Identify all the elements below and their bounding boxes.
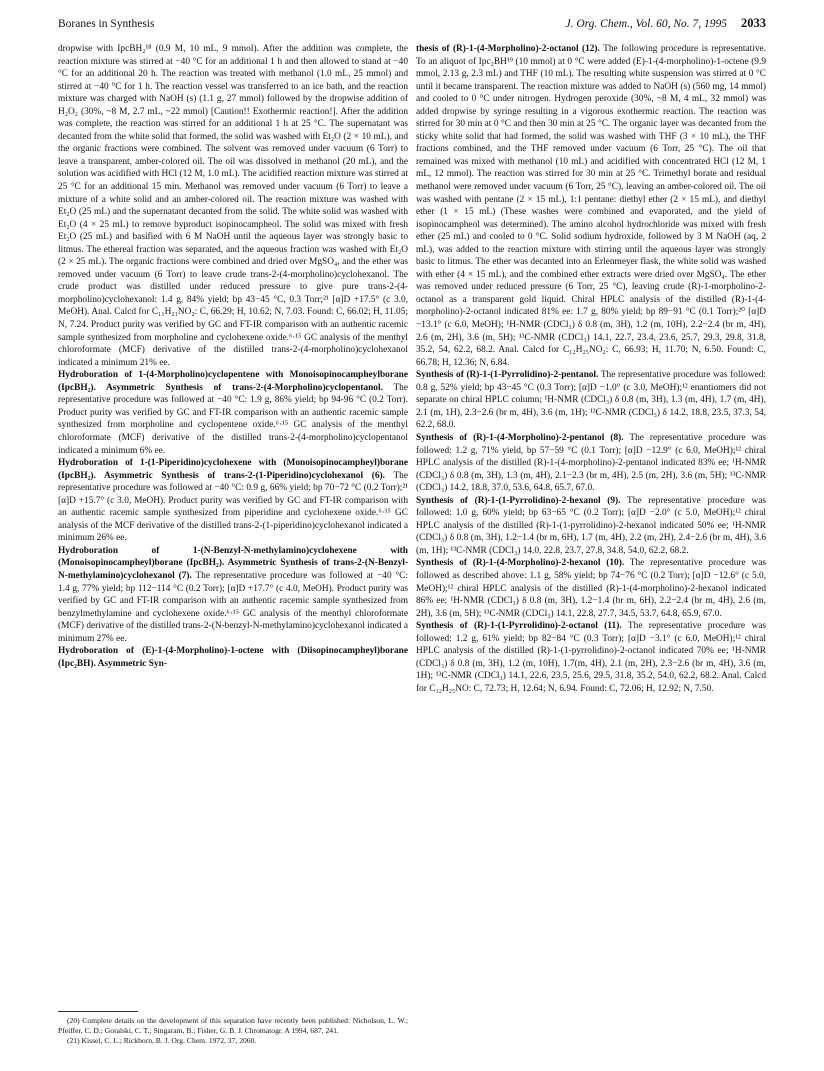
paragraph-text: The representative procedure was followed: 1.2 g, 61% yield; bp 82−84 °C (0.3 Torr); [α]D −3.1° (c 6.0, MeOH);¹² chiral HPLC analysis of the distilled (R)-1-(1-pyrrolidino)-2-octanol indicated 70% ee; ¹H-NMR (CDCl₃) δ 0.8 (m, 3H), 1.2 (m, 10H), 1.7(m, 4H), 2.1 (m, 2H), 2.3−2.6 (br m, 4H), 3.6 (m, 1H); ¹³C-NMR (CDCl₃) 14.1, 22.6, 23.5, 25.6, 29.5, 31.8, 35.2, 54.0, 62.2, 68.2. Anal. Calcd for C₁₂H₂₅NO: C, 72.73; H, 12.64; N, 6.94. Found: C, 72.06; H, 12.92; N, 7.50. bbox=[416, 621, 767, 694]
section-heading: Hydroboration of 1-(4-Morpholino)cyclopentene with Monoisopinocampheylborane (IpcBH₂). Asymmetric Synthesis of trans-2-(4-Morpholino)cyclopentanol. bbox=[58, 370, 408, 393]
journal-reference: J. Org. Chem., Vol. 60, No. 7, 1995 bbox=[565, 18, 727, 30]
footnotes bbox=[58, 1011, 408, 1046]
section-heading: thesis of (R)-1-(4-Morpholino)-2-octanol (12). bbox=[416, 44, 600, 54]
paragraph-text: The representative procedure was followed: 0.8 g, 52% yield; bp 43−45 °C (0.3 Torr); [α]D −1.0° (c 3.0, MeOH);¹² enantiomers did not separate on chiral HPLC column; ¹H-NMR (CDCl₃) δ 0.8 (m, 3H), 1.3 (m, 4H), 1.7 (m, 4H), 2.1 (m, 1H), 2.3−2.6 (br m, 4H), 3.6 (m, 1H); ¹³C-NMR (CDCl₃) δ 14.2, 18.8, 23.5, 37.3, 54, 62.2, 68.0. bbox=[416, 370, 767, 431]
page-number: 2033 bbox=[741, 16, 766, 30]
footnote-rule bbox=[58, 1011, 138, 1012]
footnote: (21) Kissel, C. L.; Rickborn, B. J. Org. Chem. 1972, 37, 2060. bbox=[67, 1036, 257, 1045]
section-heading: Hydroboration of 1-(1-Piperidino)cyclohexene with (Monoisopinocampheyl)borane (IpcBH₂). Asymmetric Synthesis of trans-2-(1-Piperidino)cyclohexanol (6). bbox=[58, 458, 408, 481]
section-heading: Synthesis of (R)-1-(1-Pyrrolidino)-2-hexanol (9). bbox=[416, 495, 621, 506]
footnote: (20) Complete details on the development of this separation have recently been published: Nicholson, L. W.; Pfeiffer, C. D.; Goralski, C. T.; Singaram, B.; Fisher, G. B. J. Chromatogr. A 1994, 687, 241. bbox=[58, 1016, 408, 1035]
section-heading: Hydroboration of 1-(N-Benzyl-N-methylamino)cyclohexene with (Monoisopinocampheyl)borane (IpcBH₂). Asymmetric Synthesis of trans-2-(N-Benzyl-N-methylamino)cyclohexanol (7). bbox=[58, 545, 408, 581]
paragraph-text: The representative procedure was followed at −40 °C: 1.4 g, 77% yield; bp 112−114 °C (0.2 Torr); [α]D +17.7° (c 4.0, MeOH). Product purity was verified by GC and FT-IR comparison with an authentic racemic sample synthesized from benzylmethylamine and cyclohexene oxide.⁶·¹⁵ GC analysis of the menthyl chloroformate (MCF) derivative of the distilled trans-2-(N-benzyl-N-methylamino)cyclohexanol indicated a minimum 27% ee. bbox=[58, 570, 408, 644]
paragraph-text: dropwise with IpcBH₂¹⁸ (0.9 M, 10 mL, 9 mmol). After the addition was complete, the reaction mixture was stirred at −40 °C for an additional 1 h and then allowed to stand at −40 °C for an additional 20 h. The reaction was treated with methanol (1.0 mL, 25 mmol) and stirred at −40 °C for 1 h. The reaction vessel was transferred to an ice bath, and the reaction mixture was charged with NaOH (s) (1.1 g, 27 mmol) followed by the dropwise addition of H₂O₂ (30%, ~8 M, 2.7 mL, ~22 mmol) [Caution!! Exothermic reaction!]. After the addition was complete, the reaction was stirred for an additional 1 h at 25 °C. The supernatant was decanted from the white solid that formed, the solid was washed with Et₂O (2 × 10 mL), and the organic fractions were combined. The solvent was removed under vacuum (6 Torr) to leave a transparent, amber-colored oil. The oil was dissolved in methanol (20 mL), and the solution was acidified with HCl (12 M, 1.0 mL). The acidified reaction mixture was stirred at 25 °C for an additional 15 min. Methanol was removed under vacuum (6 Torr) to leave a mixture of a white solid and an amber-colored oil. The reaction mixture was washed with Et₂O (25 mL) and the supernatant decanted from the solid. The white solid was washed with Et₂O (4 × 25 mL) to remove byproduct isopinocampheol. The solid was mixed with fresh Et₂O (25 mL) and basified with 6 M NaOH until the aqueous layer was strongly basic to litmus. The ethereal fraction was separated, and the aqueous fraction was washed with Et₂O (2 × 25 mL). The organic fractions were combined and dried over MgSO₄, and the ether was removed under vacuum (6 Torr) to leave crude trans-2-(4-morpholino)cyclohexanol. The crude product was distilled under reduced pressure to give pure trans-2-(4-morpholino)cyclohexanol: 1.4 g, 84% yield; bp 43−45 °C, 0.3 Torr;²¹ [α]D +17.5° (c 3.0, MeOH). Anal. Calcd for C₁₁H₂₁NO₂: C, 66.29; H, 10.62; N, 7.03. Found: C, 66.02; H, 11.05; N, 7.24. Product purity was verified by GC and FT-IR comparison with an authentic racemic sample synthesized from morpholine and cyclohexene oxide.⁶·¹⁵ GC analysis of the menthyl chloroformate (MCF) derivative of the distilled trans-2-(4-morpholino)cyclohexanol indicated a minimum 21% ee. bbox=[58, 44, 408, 368]
page-header bbox=[58, 16, 766, 36]
paragraph bbox=[58, 43, 408, 369]
paragraph-text: The representative procedure was followed as described above: 1.1 g, 58% yield; bp 74−76 °C (0.2 Torr); [α]D −12.6° (c 5.0, MeOH);¹² chiral HPLC analysis of the distilled (R)-1-(4-morpholino)-2-hexanol indicated 86% ee; ¹H-NMR (CDCl₃) δ 0.8 (m, 3H), 1.2−1.4 (br m, 6H), 2.2−2.4 (br m, 4H), 2.6 (m, 2H), 3.6 (m, 5H); ¹³C-NMR (CDCl₃) 14.1, 22.8, 27.7, 34.5, 53.7, 64.8, 65.9, 67.0. bbox=[416, 558, 767, 619]
section-heading: Synthesis of (R)-1-(4-Morpholino)-2-pentanol (8). bbox=[416, 432, 624, 443]
right-column bbox=[416, 43, 766, 695]
paragraph-text: The representative procedure was followed at −40 °C: 0.9 g, 66% yield; bp 70−72 °C (0.2 Torr);²¹ [α]D +15.7° (c 3.0, MeOH). Product purity was verified by GC and FT-IR comparison with an authentic racemic sample synthesized from piperidine and cyclohexene oxide.⁶·¹⁵ GC analysis of the MCF derivative of the distilled trans-2-(1-piperidino)cyclohexanol indicated a minimum 26% ee. bbox=[58, 470, 408, 544]
section-heading: Hydroboration of (E)-1-(4-Morpholino)-1-octene with (Diisopinocampheyl)borane (Ipc₂BH). Asymmetric Syn- bbox=[58, 646, 408, 669]
section-heading: Synthesis of (R)-1-(1-Pyrrolidino)-2-octanol (11). bbox=[416, 621, 622, 632]
section-heading: Synthesis of (R)-1-(1-Pyrrolidino)-2-pentanol. bbox=[416, 370, 599, 381]
journal-citation bbox=[565, 16, 766, 31]
running-title: Boranes in Synthesis bbox=[58, 18, 155, 30]
paragraph-text: The representative procedure was followed: 1.2 g, 71% yield, bp 57−59 °C (0.1 Torr); [α]D −12.9° (c 6.0, MeOH);¹² chiral HPLC analysis of the distilled (R)-1-(4-morpholino)-2-pentanol indicated 83% ee; ¹H-NMR (CDCl₃) δ 0.8 (m, 3H), 1.3 (m, 4H), 2.1−2.3 (br m, 4H), 2.5 (m, 2H), 3.6 (m, 5H); ¹³C-NMR (CDCl₃) 14.2, 18.8, 37.0, 53.6, 64.8, 65.7, 67.0. bbox=[416, 432, 767, 494]
left-column bbox=[58, 43, 408, 670]
paragraph-text: The representative procedure was followed: 1.0 g, 60% yield; bp 63−65 °C (0.2 Torr); [α]D −2.0° (c 5.0, MeOH);¹² chiral HPLC analysis of the distilled (R)-1-(1-pyrrolidino)-2-hexanol indicated 50% ee; ¹H-NMR (CDCl₃) δ 0.8 (m, 3H), 1.2−1.4 (br m, 6H), 1.7 (m, 4H), 2.2 (m, 2H), 2.4−2.6 (br m, 4H), 3.6 (m, 1H); ¹³C-NMR (CDCl₃) 14.0, 22.8, 23.7, 27.8, 34.8, 54.0, 62.2, 68.2. bbox=[416, 495, 766, 556]
paragraph-text: The following procedure is representative. To an aliquot of Ipc₂BH¹⁹ (10 mmol) at 0 °C were added (E)-1-(4-morpholino)-1-octene (9.9 mmol, 2.13 g, 2.3 mL) and THF (10 mL). The resulting white suspension was stirred at 0 °C until it became transparent. The reaction mixture was added to NaOH (s) (560 mg, 14 mmol) and cooled to 0 °C under nitrogen. Hydrogen peroxide (30%, ~8 M, 4 mL, 32 mmol) was added dropwise by syringe resulting in a vigorous exothermic reaction. The reaction was stirred for 30 min at 0 °C and then 30 min at 25 °C. The organic layer was decanted from the sticky white solid that had formed, the solid was washed with THF (3 × 10 mL), the THF fractions combined, and the THF removed under vacuum (6 Torr, 25 °C). The oil that remained was mixed with methanol (10 mL) and acidified with concentrated HCl (12 M, 1 mL, 12 mmol). The reaction was stirred for 30 min at 25 °C. Trimethyl borate and residual methanol were removed under vacuum (6 Torr, 25 °C), leaving an amber-colored oil. The oil was washed with pentane (2 × 15 mL), 1:1 pentane: diethyl ether (2 × 15 mL), and diethyl ether (1 × 15 mL) (These washes were combined and evaporated, and the yield of isopinocampheol was determined). The amino alcohol hydrochloride was mixed with fresh ether (25 mL) and cooled to 0 °C. Solid sodium hydroxide, followed by 3 M NaOH (aq, 2 mL), was added to the reaction mixture with stirring until the aqueous layer was strongly basic to litmus. The ether was decanted into an Erlenmeyer flask, the white solid was washed with ether (4 × 15 mL), and the combined ether extracts were dried over MgSO₄. The ether was removed under reduced pressure (6 Torr, 25 °C), leaving crude (R)-1-morpholino-2-octanol as a transparent gold liquid. Chiral HPLC analysis of the distilled (R)-1-(4-morpholino)-2-octanol indicated 81% ee: 1.7 g, 80% yield; bp 89−91 °C (0.1 Torr);²⁰ [α]D −13.1° (c 6.0, MeOH); ¹H-NMR (CDCl₃) δ 0.8 (m, 3H), 1.2 (m, 10H), 2.2−2.4 (br m, 4H), 2.6 (m, 2H), 3.6 (m, 5H); ¹³C-NMR (CDCl₃) 14.1, 22.7, 23.4, 23.6, 25.7, 29.3, 29.8, 31.8, 35.2, 54, 62.2, 68.2. Anal. Calcd for C₁₂H₂₅NO₂: C, 66.93; H, 11.70; N, 6.50. Found: C, 66.78; H, 12.36; N, 6.84. bbox=[416, 44, 766, 368]
section-heading: Synthesis of (R)-1-(4-Morpholino)-2-hexanol (10). bbox=[416, 558, 625, 569]
paragraph-text: The representative procedure was followed at −40 °C: 1.9 g, 86% yield; bp 94-96 °C (0.2 Torr). Product purity was verified by GC and FT-IR comparison with an authentic racemic sample synthesized from morpholine and cyclopentene oxide.⁶·¹⁵ GC analysis of the menthyl chloroformate (MCF) derivative of the distilled trans-2-(4-morpholino)cyclopentanol indicated a minimum 6% ee. bbox=[58, 382, 408, 456]
